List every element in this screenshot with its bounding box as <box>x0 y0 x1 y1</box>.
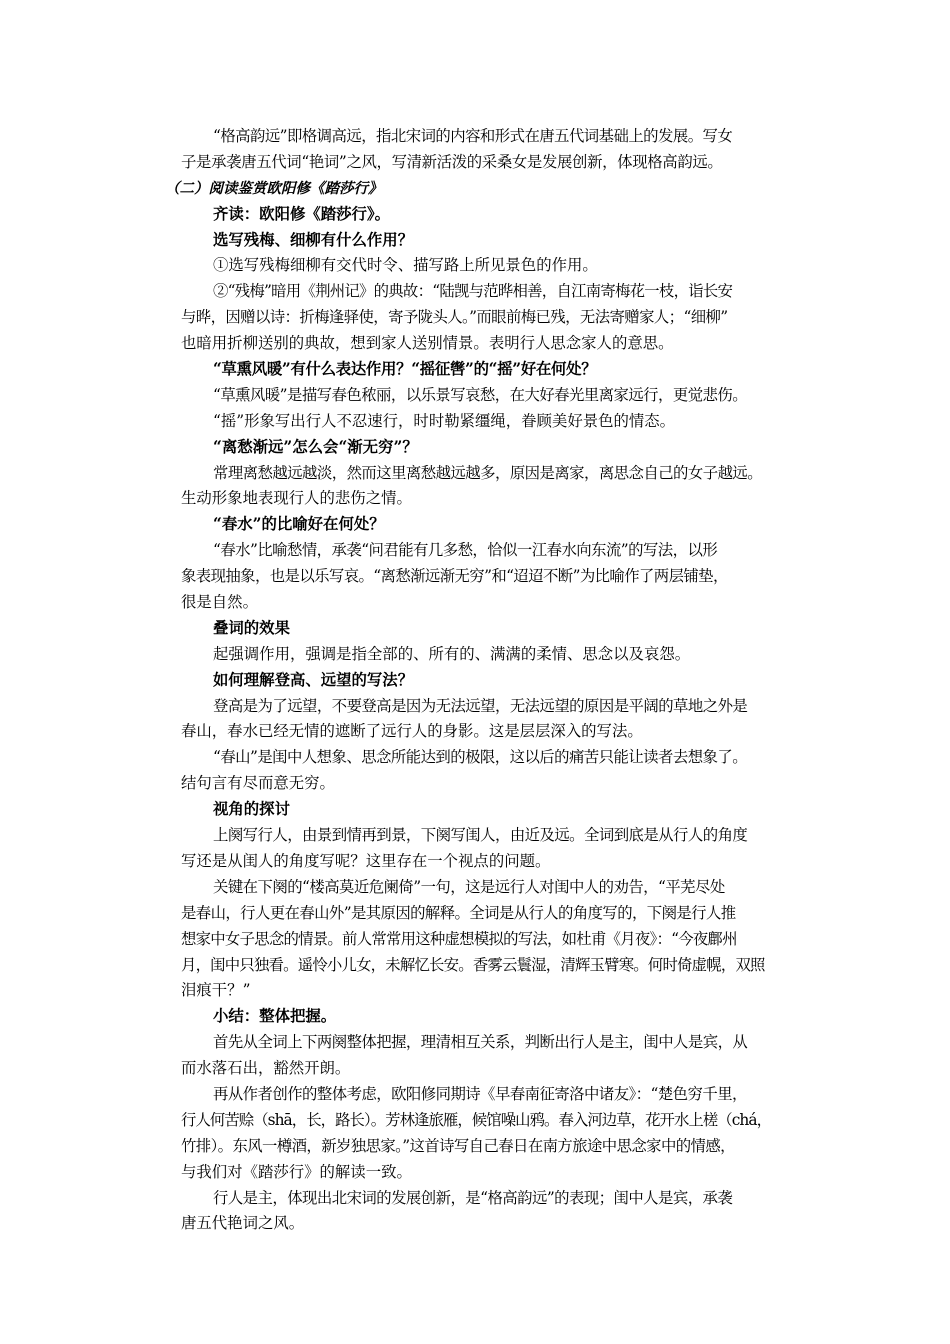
paragraph-line: “摇”形象写出行人不忍速行，时时勒紧缰绳，眷顾美好景色的情态。 <box>213 411 676 430</box>
question-heading: 视角的探讨 <box>213 800 290 819</box>
paragraph-line: 春山，春水已经无情的遮断了远行人的身影。这是层层深入的写法。 <box>181 722 643 741</box>
paragraph-line: 月，闺中只独看。遥怜小儿女，未解忆长安。香雾云鬟湿，清辉玉臂寒。何时倚虚幌，双照 <box>181 955 765 974</box>
document-page <box>165 124 821 1237</box>
paragraph-line: 子是承袭唐五代词“艳词”之风，写清新活泼的采桑女是发展创新，体现格高韵远。 <box>181 152 723 171</box>
paragraph-line: 也暗用折柳送别的典故，想到家人送别情景。表明行人思念家人的意思。 <box>181 334 674 353</box>
paragraph-line: 首先从全词上下两阕整体把握，理清相互关系，判断出行人是主，闺中人是宾，从 <box>213 1033 748 1052</box>
paragraph-line: 行人何苦赊（shā，长，路长）。芳林逢旅雁，候馆噪山鸦。春入河边草，花开水上槎（chá， <box>181 1110 772 1129</box>
question-heading: 如何理解登高、远望的写法？ <box>213 670 414 689</box>
summary-heading: 小结：整体把握。 <box>213 1007 337 1026</box>
bold-heading: 齐读：欧阳修《踏莎行》。 <box>213 204 390 223</box>
paragraph-line: 很是自然。 <box>181 593 258 612</box>
paragraph-line: 是春山，行人更在春山外”是其原因的解释。全词是从行人的角度写的，下阕是行人推 <box>181 903 736 922</box>
paragraph-line: 泪痕干？” <box>181 981 251 1000</box>
paragraph-line: “春水”比喻愁情，承袭“问君能有几多愁，恰似一江春水向东流”的写法，以形 <box>213 541 718 560</box>
paragraph-line: 写还是从闺人的角度写呢？这里存在一个视点的问题。 <box>181 851 551 870</box>
paragraph-line: “格高韵远”即格调高远，指北宋词的内容和形式在唐五代词基础上的发展。写女 <box>213 127 733 145</box>
paragraph-line: 生动形象地表现行人的悲伤之情。 <box>181 489 412 508</box>
paragraph-line: ①选写残梅细柳有交代时令、描写路上所见景色的作用。 <box>213 256 598 275</box>
paragraph-line: 象表现抽象，也是以乐写哀。“离愁渐远渐无穷”和“迢迢不断”为比喻作了两层铺垫， <box>181 567 728 586</box>
paragraph-line: 与我们对《踏莎行》的解读一致。 <box>181 1162 412 1181</box>
paragraph-line: 行人是主，体现出北宋词的发展创新，是“格高韵远”的表现；闺中人是宾，承袭 <box>213 1188 733 1207</box>
question-heading: “草熏风暖”有什么表达作用？“摇征辔”的“摇”好在何处？ <box>213 360 597 379</box>
paragraph-line: 结句言有尽而意无穷。 <box>181 774 335 793</box>
paragraph-line: 想家中女子思念的情景。前人常常用这种虚想模拟的写法，如杜甫《月夜》：“今夜鄜州 <box>181 929 737 948</box>
question-heading: “春水”的比喻好在何处？ <box>213 515 385 534</box>
question-heading: 选写残梅、细柳有什么作用？ <box>213 230 414 249</box>
paragraph-line: “春山”是闺中人想象、思念所能达到的极限，这以后的痛苦只能让读者去想象了。 <box>213 748 748 767</box>
paragraph-line: 而水落石出，豁然开朗。 <box>181 1059 351 1078</box>
paragraph-line: 登高是为了远望，不要登高是因为无法远望，无法远望的原因是平阔的草地之外是 <box>213 696 748 715</box>
paragraph-line: ②“残梅”暗用《荆州记》的典故：“陆觊与范晔相善，自江南寄梅花一枝，诣长安 <box>213 282 733 301</box>
paragraph-line: 与晔，因赠以诗：折梅逢驿使，寄予陇头人。”而眼前梅已残，无法寄赠家人；“细柳” <box>181 308 728 327</box>
paragraph-line: 再从作者创作的整体考虑，欧阳修同期诗《早春南征寄洛中诸友》：“楚色穷千里， <box>213 1084 747 1103</box>
paragraph-line: 关键在下阕的“楼高莫近危阑倚”一句，这是远行人对闺中人的劝告，“平芜尽处 <box>213 877 725 896</box>
paragraph-line: 常理离愁越远越淡，然而这里离愁越远越多，原因是离家，离思念自己的女子越远。 <box>213 463 763 482</box>
question-heading: “离愁渐远”怎么会“渐无穷”？ <box>213 437 418 456</box>
paragraph-line: 起强调作用，强调是指全部的、所有的、满满的柔情、思念以及哀怨。 <box>213 644 691 663</box>
paragraph-line: 竹排）。东风一樽酒，新岁独思家。”这首诗写自己春日在南方旅途中思念家中的情感， <box>181 1136 735 1155</box>
question-heading: 叠词的效果 <box>213 618 290 637</box>
paragraph-line: 上阕写行人，由景到情再到景，下阕写闺人，由近及远。全词到底是从行人的角度 <box>213 826 748 845</box>
paragraph-line: 唐五代艳词之风。 <box>181 1214 305 1233</box>
paragraph-line: “草熏风暖”是描写春色秾丽，以乐景写哀愁，在大好春光里离家远行，更觉悲伤。 <box>213 385 748 404</box>
section-heading: （二）阅读鉴赏欧阳修《踏莎行》 <box>165 179 383 197</box>
